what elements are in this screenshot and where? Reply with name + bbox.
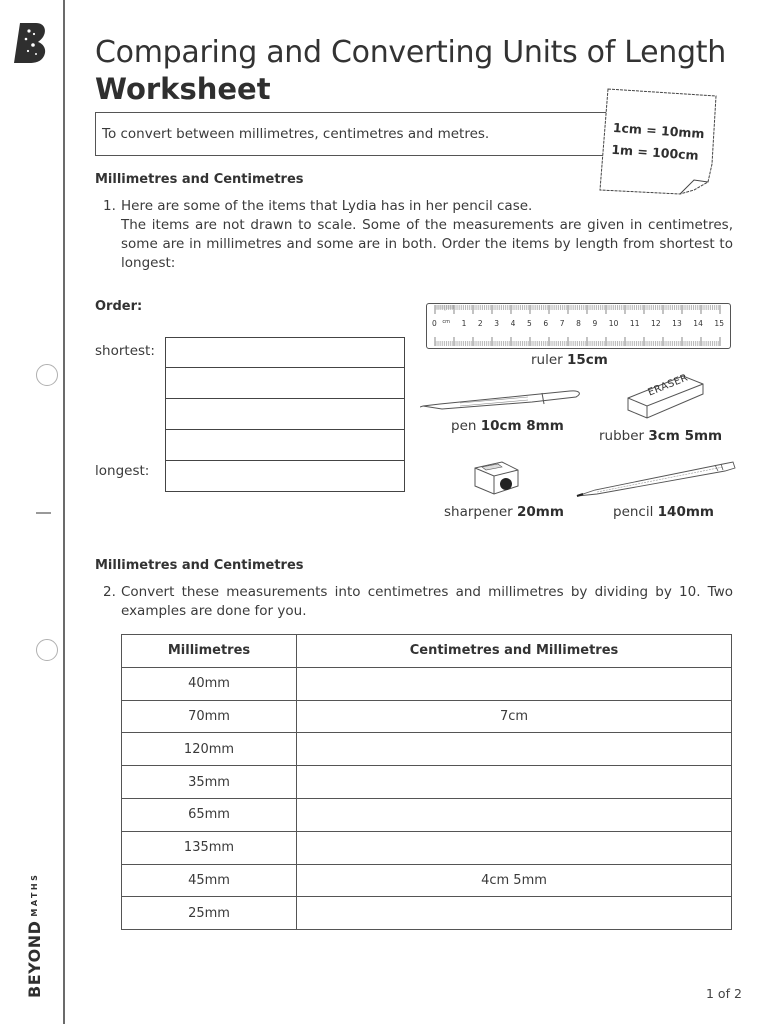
ruler-tick: 11 xyxy=(629,319,640,328)
item-measure: 15cm xyxy=(567,352,608,368)
rubber-caption xyxy=(599,428,722,444)
pen-icon xyxy=(420,386,585,420)
table-row xyxy=(122,733,732,766)
ruler-tick: 14 xyxy=(693,319,703,328)
mm-cell: 40mm xyxy=(122,667,297,700)
question-2 xyxy=(103,583,733,621)
ruler-tick: 9 xyxy=(592,319,598,328)
brand-sub: MATHS xyxy=(30,872,39,917)
fold-mark xyxy=(36,512,51,514)
ruler-tick: 3 xyxy=(494,319,500,328)
table-row xyxy=(122,831,732,864)
conversion-table xyxy=(121,634,732,930)
table-row xyxy=(122,766,732,799)
answer-cell[interactable] xyxy=(297,766,732,799)
punch-hole-top xyxy=(36,364,58,386)
mm-cell: 120mm xyxy=(122,733,297,766)
section-2-heading: Millimetres and Centimetres xyxy=(95,558,304,573)
page-title: Comparing and Converting Units of Length xyxy=(95,35,726,70)
ruler-tick: 10 xyxy=(608,319,619,328)
item-measure: 140mm xyxy=(657,504,714,520)
item-name: pencil xyxy=(613,504,654,520)
order-slot-1[interactable] xyxy=(165,337,405,368)
eraser-label: ERASER xyxy=(646,372,690,399)
table-header-row xyxy=(122,635,732,668)
pencil-caption xyxy=(613,504,714,520)
note-line-2: 1m = 100cm xyxy=(610,141,700,163)
ruler-tick: 6 xyxy=(543,319,549,328)
page-number: 1 of 2 xyxy=(706,986,742,1001)
beyond-logo-icon xyxy=(14,22,48,64)
mm-cell: 135mm xyxy=(122,831,297,864)
brand-vertical xyxy=(25,860,45,1000)
answer-cell[interactable] xyxy=(297,667,732,700)
sharpener-caption xyxy=(444,504,564,520)
question-2-text: Convert these measurements into centimetres and millimetres by dividing by 10. Two examples are done for you. xyxy=(121,584,733,619)
margin-line xyxy=(63,0,65,1024)
item-name: pen xyxy=(451,418,477,434)
ruler-tick-0: 0 xyxy=(432,319,437,328)
punch-hole-bottom xyxy=(36,639,58,661)
ruler-drawing xyxy=(426,303,731,349)
ruler-caption xyxy=(531,352,608,368)
eraser-icon xyxy=(625,372,707,426)
ruler-tick: 13 xyxy=(672,319,682,328)
mm-cell: 65mm xyxy=(122,798,297,831)
objective-text: To convert between millimetres, centimetres and metres. xyxy=(102,126,490,142)
question-1-number: 1. xyxy=(103,198,116,214)
table-row xyxy=(122,700,732,733)
pen-caption xyxy=(451,418,564,434)
order-slot-3[interactable] xyxy=(165,399,405,430)
item-measure: 20mm xyxy=(517,504,564,520)
item-measure: 10cm 8mm xyxy=(480,418,564,434)
header-cm-and-mm: Centimetres and Millimetres xyxy=(297,635,732,668)
order-answer-boxes xyxy=(165,337,405,492)
answer-cell[interactable] xyxy=(297,733,732,766)
order-slot-5[interactable] xyxy=(165,461,405,492)
order-slot-4[interactable] xyxy=(165,430,405,461)
answer-cell[interactable] xyxy=(297,897,732,930)
sharpener-icon xyxy=(472,458,524,502)
section-1-heading: Millimetres and Centimetres xyxy=(95,172,304,187)
question-2-number: 2. xyxy=(103,584,116,600)
ruler-tick: 5 xyxy=(527,319,532,328)
answer-cell[interactable] xyxy=(297,798,732,831)
question-1-line-1: Here are some of the items that Lydia has in her pencil case. xyxy=(121,198,533,214)
shortest-label: shortest: xyxy=(95,343,155,359)
mm-cell: 70mm xyxy=(122,700,297,733)
ruler-tick: 4 xyxy=(510,319,516,328)
mm-cell: 35mm xyxy=(122,766,297,799)
ruler-tick: 1 xyxy=(461,319,467,328)
ruler-tick: 12 xyxy=(651,319,661,328)
longest-label: longest: xyxy=(95,463,150,479)
ruler-tick: 8 xyxy=(576,319,581,328)
question-1-line-2: The items are not drawn to scale. Some of the measurements are given in centimetres, some are in millimetres and some are in both. Order the items by length from shortest to longest: xyxy=(121,217,733,271)
table-row xyxy=(122,897,732,930)
page-subtitle: Worksheet xyxy=(95,72,271,106)
item-measure: 3cm 5mm xyxy=(648,428,723,444)
ruler-tick: 15 xyxy=(714,319,724,328)
mm-cell: 25mm xyxy=(122,897,297,930)
item-name: ruler xyxy=(531,352,563,368)
question-1 xyxy=(103,197,733,273)
conversion-note xyxy=(598,86,718,192)
order-slot-2[interactable] xyxy=(165,368,405,399)
learning-objective xyxy=(95,112,617,156)
ruler-tick-unit: cm xyxy=(442,319,450,325)
header-millimetres: Millimetres xyxy=(122,635,297,668)
answer-cell: 7cm xyxy=(297,700,732,733)
ruler-tick: 7 xyxy=(559,319,565,328)
table-row xyxy=(122,798,732,831)
ruler-numbers xyxy=(432,319,724,328)
answer-cell: 4cm 5mm xyxy=(297,864,732,897)
note-line-1: 1cm = 10mm xyxy=(612,119,705,142)
item-name: sharpener xyxy=(444,504,513,520)
order-label: Order: xyxy=(95,299,143,314)
item-name: rubber xyxy=(599,428,645,444)
answer-cell[interactable] xyxy=(297,831,732,864)
table-row xyxy=(122,667,732,700)
ruler-tick: 2 xyxy=(477,319,483,328)
brand-name: BEYOND xyxy=(25,920,44,998)
pencil-icon xyxy=(575,460,737,504)
table-row xyxy=(122,864,732,897)
mm-cell: 45mm xyxy=(122,864,297,897)
